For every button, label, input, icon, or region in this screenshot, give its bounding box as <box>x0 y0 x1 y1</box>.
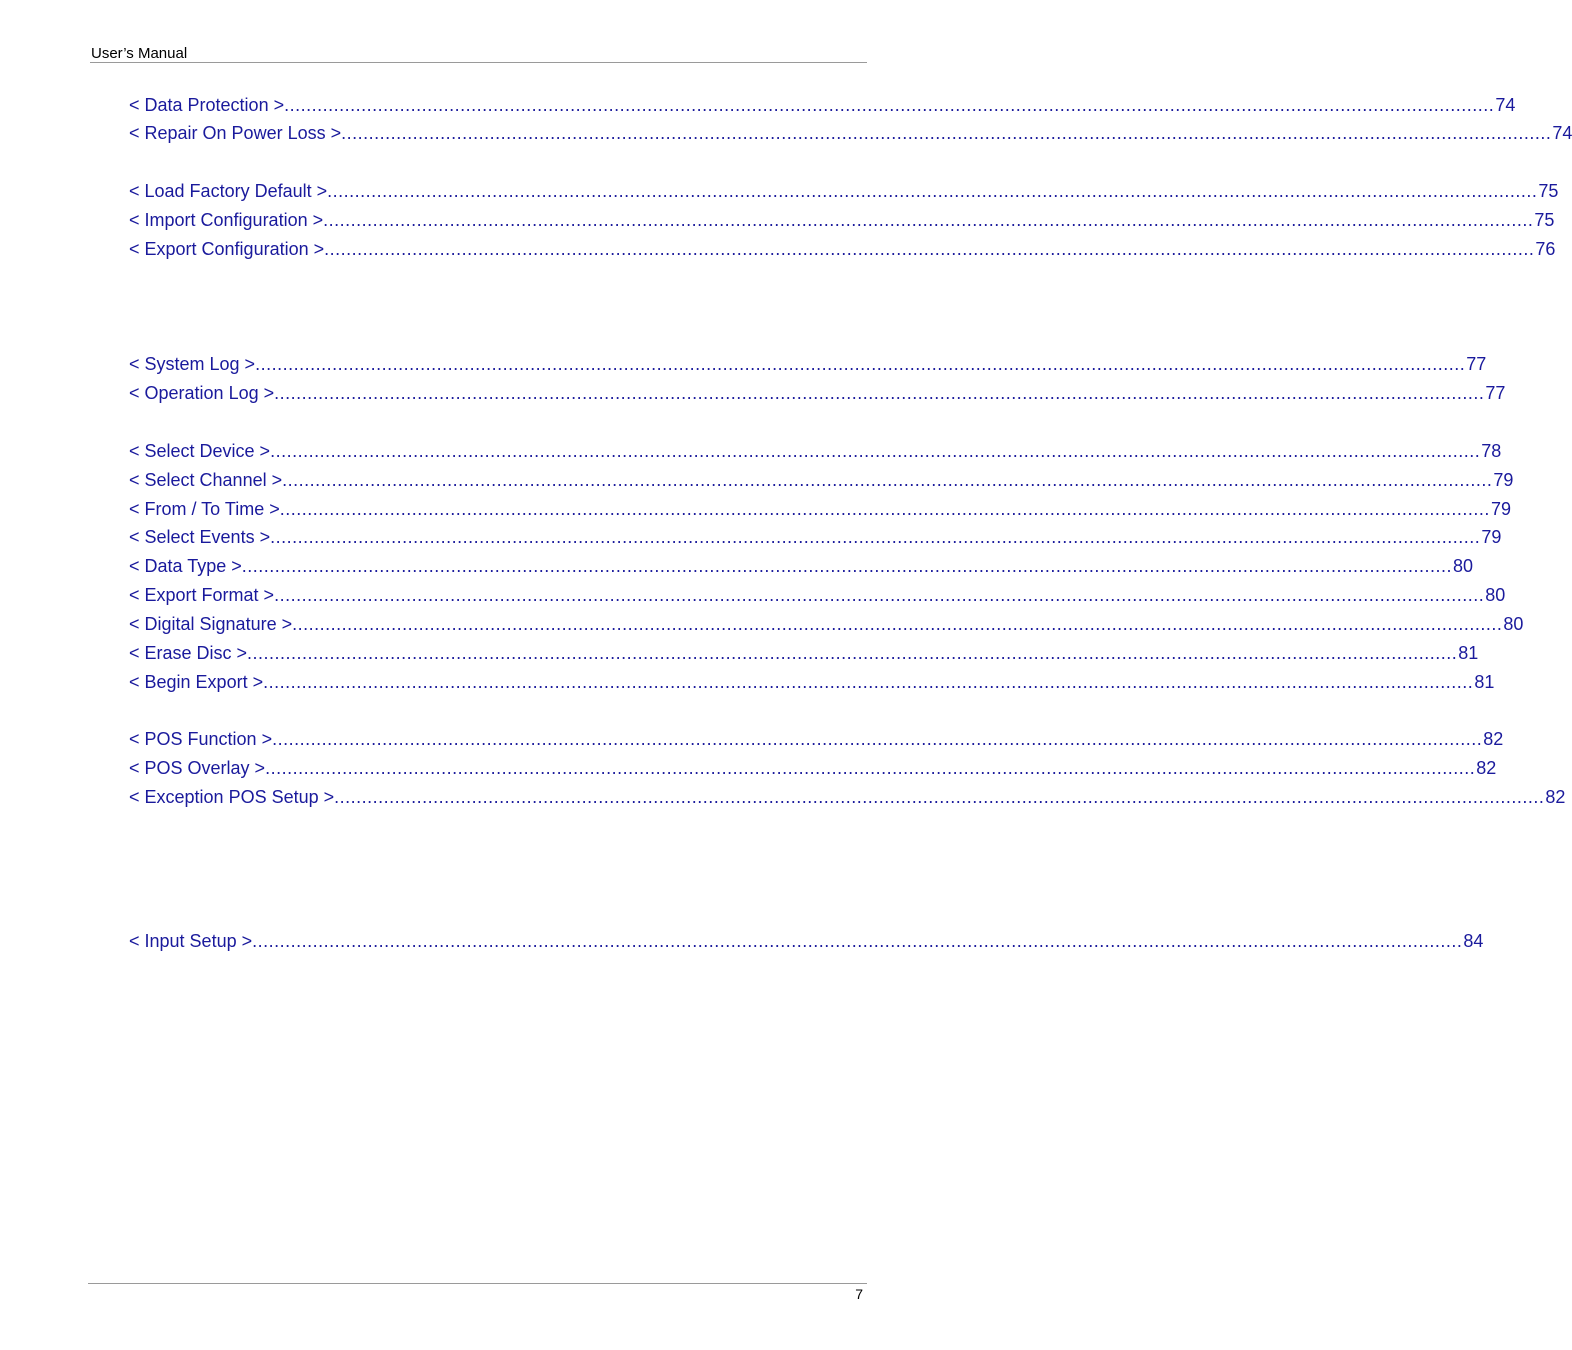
toc-entry-system-log[interactable] <box>129 353 1487 375</box>
toc-entry-page: 84 <box>1463 931 1484 951</box>
dot-leader: ............................................................................................................................................................................................................................ <box>292 614 1503 634</box>
toc-entry-data-type[interactable] <box>129 555 1473 577</box>
toc-entry-label: < Import Configuration > <box>129 210 324 230</box>
dot-leader: ............................................................................................................................................................................................................................ <box>241 556 1452 576</box>
dot-leader: ............................................................................................................................................................................................................................ <box>324 239 1535 259</box>
dot-leader: ............................................................................................................................................................................................................................ <box>323 210 1534 230</box>
toc-entry-label: < Export Configuration > <box>129 239 325 259</box>
toc-entry-label: < POS Function > <box>129 729 273 749</box>
toc-entry-page: 78 <box>1481 441 1502 461</box>
toc-entry-page: 82 <box>1545 787 1566 807</box>
dot-leader: ............................................................................................................................................................................................................................ <box>255 354 1466 374</box>
toc-entry-label: < Operation Log > <box>129 383 275 403</box>
toc-entry-page: 79 <box>1490 499 1511 519</box>
toc-entry-label: < Data Type > <box>129 556 242 576</box>
toc-entry-page: 80 <box>1485 585 1506 605</box>
toc-entry-label: < Digital Signature > <box>129 614 293 634</box>
dot-leader: ............................................................................................................................................................................................................................ <box>334 787 1545 807</box>
toc-entry-page: 76 <box>1535 239 1556 259</box>
toc-entry-page: 77 <box>1485 383 1506 403</box>
toc-entry-label: < Select Device > <box>129 441 271 461</box>
toc-entry-page: 80 <box>1503 614 1524 634</box>
footer-divider <box>88 1283 867 1284</box>
toc-entry-pos-overlay[interactable] <box>129 757 1497 779</box>
toc-entry-label: < Exception POS Setup > <box>129 787 335 807</box>
toc-entry-export-format[interactable] <box>129 584 1506 606</box>
dot-leader: ............................................................................................................................................................................................................................ <box>282 470 1493 490</box>
toc-entry-label: < From / To Time > <box>129 499 280 519</box>
dot-leader: ............................................................................................................................................................................................................................ <box>265 758 1476 778</box>
toc-entry-import-configuration[interactable] <box>129 209 1555 231</box>
toc-entry-page: 75 <box>1538 181 1559 201</box>
dot-leader: ............................................................................................................................................................................................................................ <box>263 672 1474 692</box>
toc-entry-exception-pos-setup[interactable] <box>129 786 1566 808</box>
dot-leader: ............................................................................................................................................................................................................................ <box>274 383 1485 403</box>
dot-leader: ............................................................................................................................................................................................................................ <box>341 123 1552 143</box>
toc-entry-page: 82 <box>1483 729 1504 749</box>
toc-entry-select-device[interactable] <box>129 440 1502 462</box>
dot-leader: ............................................................................................................................................................................................................................ <box>247 643 1458 663</box>
toc-entry-pos-function[interactable] <box>129 728 1504 750</box>
toc-entry-label: < Select Channel > <box>129 470 283 490</box>
dot-leader: ............................................................................................................................................................................................................................ <box>274 585 1485 605</box>
toc-entry-operation-log[interactable] <box>129 382 1506 404</box>
toc-entry-page: 79 <box>1493 470 1514 490</box>
toc-entry-label: < Repair On Power Loss > <box>129 123 342 143</box>
toc-entry-label: < POS Overlay > <box>129 758 266 778</box>
toc-entry-label: < Select Events > <box>129 527 271 547</box>
header-title: User’s Manual <box>91 45 188 62</box>
toc-entry-repair-on-power-loss[interactable] <box>129 122 1572 144</box>
toc-entry-page: 74 <box>1552 123 1572 143</box>
toc-entry-page: 80 <box>1452 556 1473 576</box>
toc-entry-label: < Load Factory Default > <box>129 181 328 201</box>
toc-entry-label: < Data Protection > <box>129 95 285 115</box>
toc-entry-page: 81 <box>1458 643 1479 663</box>
toc-entry-digital-signature[interactable] <box>129 613 1524 635</box>
toc-entry-label: < Erase Disc > <box>129 643 248 663</box>
dot-leader: ............................................................................................................................................................................................................................ <box>327 181 1538 201</box>
toc-entry-label: < Begin Export > <box>129 672 264 692</box>
page-header <box>90 45 867 63</box>
toc-entry-input-setup[interactable] <box>129 930 1484 952</box>
dot-leader: ............................................................................................................................................................................................................................ <box>270 441 1481 461</box>
toc-entry-label: < Input Setup > <box>129 931 253 951</box>
toc-entry-page: 82 <box>1476 758 1497 778</box>
toc-entry-page: 81 <box>1474 672 1495 692</box>
toc-entry-begin-export[interactable] <box>129 671 1495 693</box>
toc-entry-page: 77 <box>1466 354 1487 374</box>
dot-leader: ............................................................................................................................................................................................................................ <box>272 729 1483 749</box>
page-number: 7 <box>855 1286 863 1302</box>
toc-entry-page: 79 <box>1481 527 1502 547</box>
toc-entry-select-events[interactable] <box>129 526 1502 548</box>
dot-leader: ............................................................................................................................................................................................................................ <box>284 95 1495 115</box>
toc-entry-erase-disc[interactable] <box>129 642 1479 664</box>
dot-leader: ............................................................................................................................................................................................................................ <box>252 931 1463 951</box>
toc-entry-from-to-time[interactable] <box>129 498 1511 520</box>
toc-entry-page: 74 <box>1495 95 1516 115</box>
toc-entry-page: 75 <box>1534 210 1555 230</box>
toc-entry-data-protection[interactable] <box>129 94 1516 116</box>
dot-leader: ............................................................................................................................................................................................................................ <box>279 499 1490 519</box>
toc-entry-label: < System Log > <box>129 354 256 374</box>
dot-leader: ............................................................................................................................................................................................................................ <box>270 527 1481 547</box>
toc-entry-select-channel[interactable] <box>129 469 1514 491</box>
toc-entry-export-configuration[interactable] <box>129 238 1556 260</box>
toc-entry-load-factory-default[interactable] <box>129 180 1559 202</box>
toc-entry-label: < Export Format > <box>129 585 275 605</box>
